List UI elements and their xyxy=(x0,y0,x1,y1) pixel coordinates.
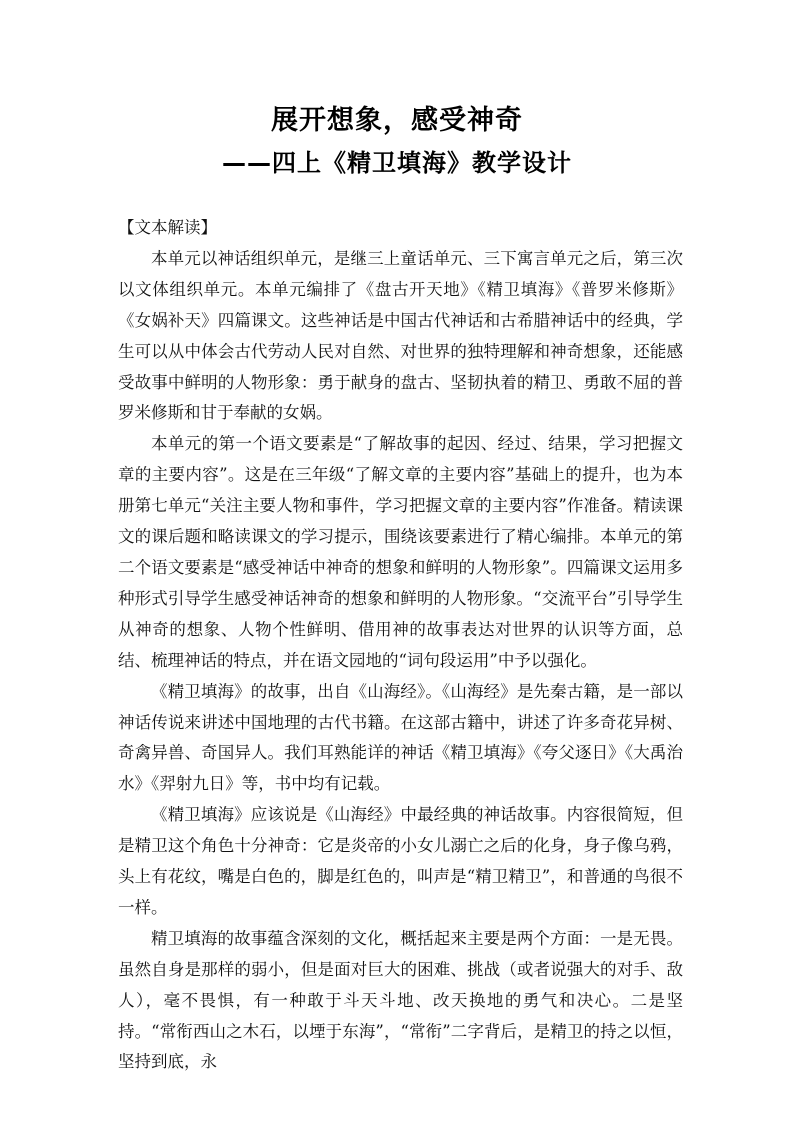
paragraph: 精卫填海的故事蕴含深刻的文化，概括起来主要是两个方面：一是无畏。虽然自身是那样的弱小，但是面对巨大的困难、挑战（或者说强大的对手、敌人），毫不畏惧，有一种敢于斗天斗地、改天换地的勇气和决心。二是坚持。“常衔西山之木石，以堙于东海”，“常衔”二字背后，是精卫的持之以恒，坚持到底，永 xyxy=(118,928,683,1072)
document-subtitle: ——四上《精卫填海》教学设计 xyxy=(222,149,572,177)
section-heading: 【文本解读】 xyxy=(118,218,217,237)
paragraph: 本单元以神话组织单元，是继三上童话单元、三下寓言单元之后，第三次以文体组织单元。本单元编排了《盘古开天地》《精卫填海》《普罗米修斯》《女娲补天》四篇课文。这些神话是中国古代神话和古希腊神话中的经典，学生可以从中体会古代劳动人民对自然、对世界的独特理解和神奇想象，还能感受故事中鲜明的人物形象：勇于献身的盘古、坚韧执着的精卫、勇敢不屈的普罗米修斯和甘于奉献的女娲。 xyxy=(118,248,683,423)
document-body xyxy=(118,213,683,1078)
paragraph: 本单元的第一个语文要素是“了解故事的起因、经过、结果，学习把握文章的主要内容”。这是在三年级“了解文章的主要内容”基础上的提升，也为本册第七单元“关注主要人物和事件，学习把握文章的主要内容”作准备。精读课文的课后题和略读课文的学习提示，围绕该要素进行了精心编排。本单元的第二个语文要素是“感受神话中神奇的想象和鲜明的人物形象”。四篇课文运用多种形式引导学生感受神话神奇的想象和鲜明的人物形象。“交流平台”引导学生从神奇的想象、人物个性鲜明、借用神的故事表达对世界的认识等方面，总结、梳理神话的特点，并在语文园地的“词句段运用”中予以强化。 xyxy=(118,434,683,670)
paragraph: 《精卫填海》的故事，出自《山海经》。《山海经》是先秦古籍，是一部以神话传说来讲述中国地理的古代书籍。在这部古籍中，讲述了许多奇花异树、奇禽异兽、奇国异人。我们耳熟能详的神话《精卫填海》《夸父逐日》《大禹治水》《羿射九日》等，书中均有记载。 xyxy=(118,681,683,794)
paragraph: 《精卫填海》应该说是《山海经》中最经典的神话故事。内容很简短，但是精卫这个角色十分神奇：它是炎帝的小女儿溺亡之后的化身，身子像乌鸦，头上有花纹，嘴是白色的，脚是红色的，叫声是“精卫精卫”，和普通的鸟很不一样。 xyxy=(118,805,683,917)
document-title: 展开想象，感受神奇 xyxy=(271,105,523,136)
